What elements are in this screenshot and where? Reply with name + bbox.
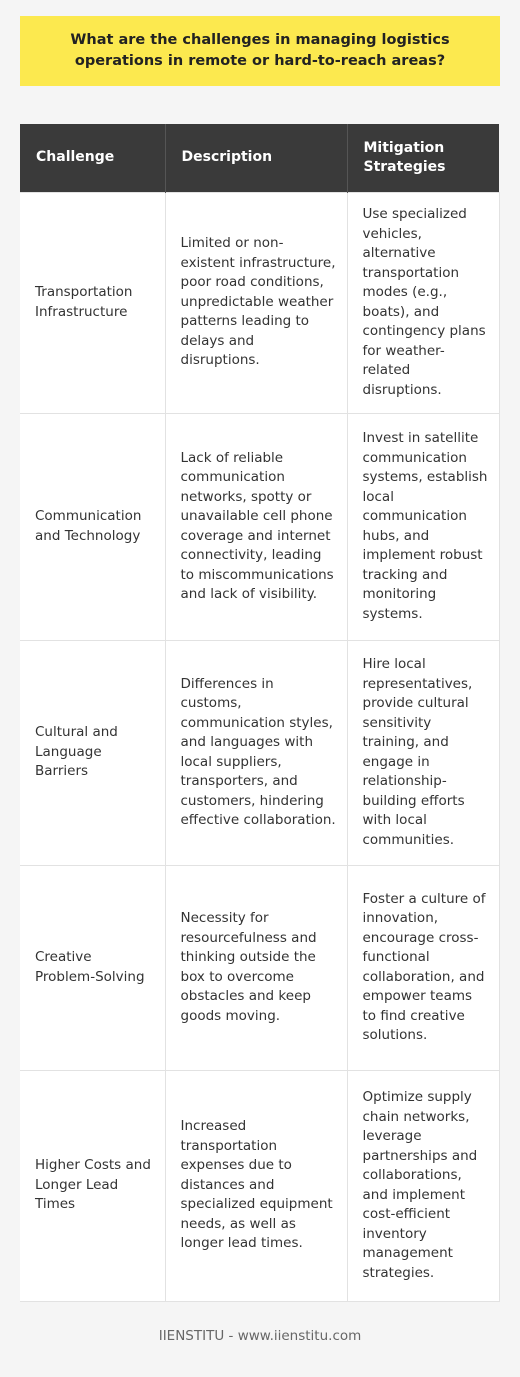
table-header-row xyxy=(20,124,499,192)
cell-description: Differences in customs, communication styles, and languages with local suppliers, transporters, and customers, hindering effective collaboration. xyxy=(165,640,347,865)
challenges-table xyxy=(20,124,500,1302)
cell-mitigation: Optimize supply chain networks, leverage partnerships and collaborations, and implement cost-efficient inventory management strategies. xyxy=(347,1070,499,1301)
page-title: What are the challenges in managing logistics operations in remote or hard-to-reach areas? xyxy=(70,32,450,69)
table-row xyxy=(20,640,499,865)
footer-credit: IIENSTITU - www.iienstitu.com xyxy=(158,1328,362,1344)
cell-challenge: Communication and Technology xyxy=(20,413,165,640)
cell-challenge: Creative Problem-Solving xyxy=(20,865,165,1070)
cell-mitigation: Invest in satellite communication systems, establish local communication hubs, and implement robust tracking and monitoring systems. xyxy=(347,413,499,640)
cell-challenge: Cultural and Language Barriers xyxy=(20,640,165,865)
cell-challenge: Transportation Infrastructure xyxy=(20,192,165,413)
cell-mitigation: Foster a culture of innovation, encourage cross-functional collaboration, and empower teams to find creative solutions. xyxy=(347,865,499,1070)
header-description: Description xyxy=(165,124,347,192)
header-mitigation: Mitigation Strategies xyxy=(347,124,499,192)
cell-description: Limited or non-existent infrastructure, poor road conditions, unpredictable weather patterns leading to delays and disruptions. xyxy=(165,192,347,413)
cell-description: Increased transportation expenses due to distances and specialized equipment needs, as well as longer lead times. xyxy=(165,1070,347,1301)
table-row xyxy=(20,413,499,640)
cell-challenge: Higher Costs and Longer Lead Times xyxy=(20,1070,165,1301)
cell-mitigation: Hire local representatives, provide cultural sensitivity training, and engage in relationship-building efforts with local communities. xyxy=(347,640,499,865)
cell-description: Necessity for resourcefulness and thinking outside the box to overcome obstacles and keep goods moving. xyxy=(165,865,347,1070)
header-challenge: Challenge xyxy=(20,124,165,192)
cell-description: Lack of reliable communication networks, spotty or unavailable cell phone coverage and internet connectivity, leading to miscommunications and lack of visibility. xyxy=(165,413,347,640)
table-row xyxy=(20,1070,499,1301)
title-banner xyxy=(20,16,500,86)
cell-mitigation: Use specialized vehicles, alternative transportation modes (e.g., boats), and contingency plans for weather-related disruptions. xyxy=(347,192,499,413)
table-row xyxy=(20,192,499,413)
table-row xyxy=(20,865,499,1070)
